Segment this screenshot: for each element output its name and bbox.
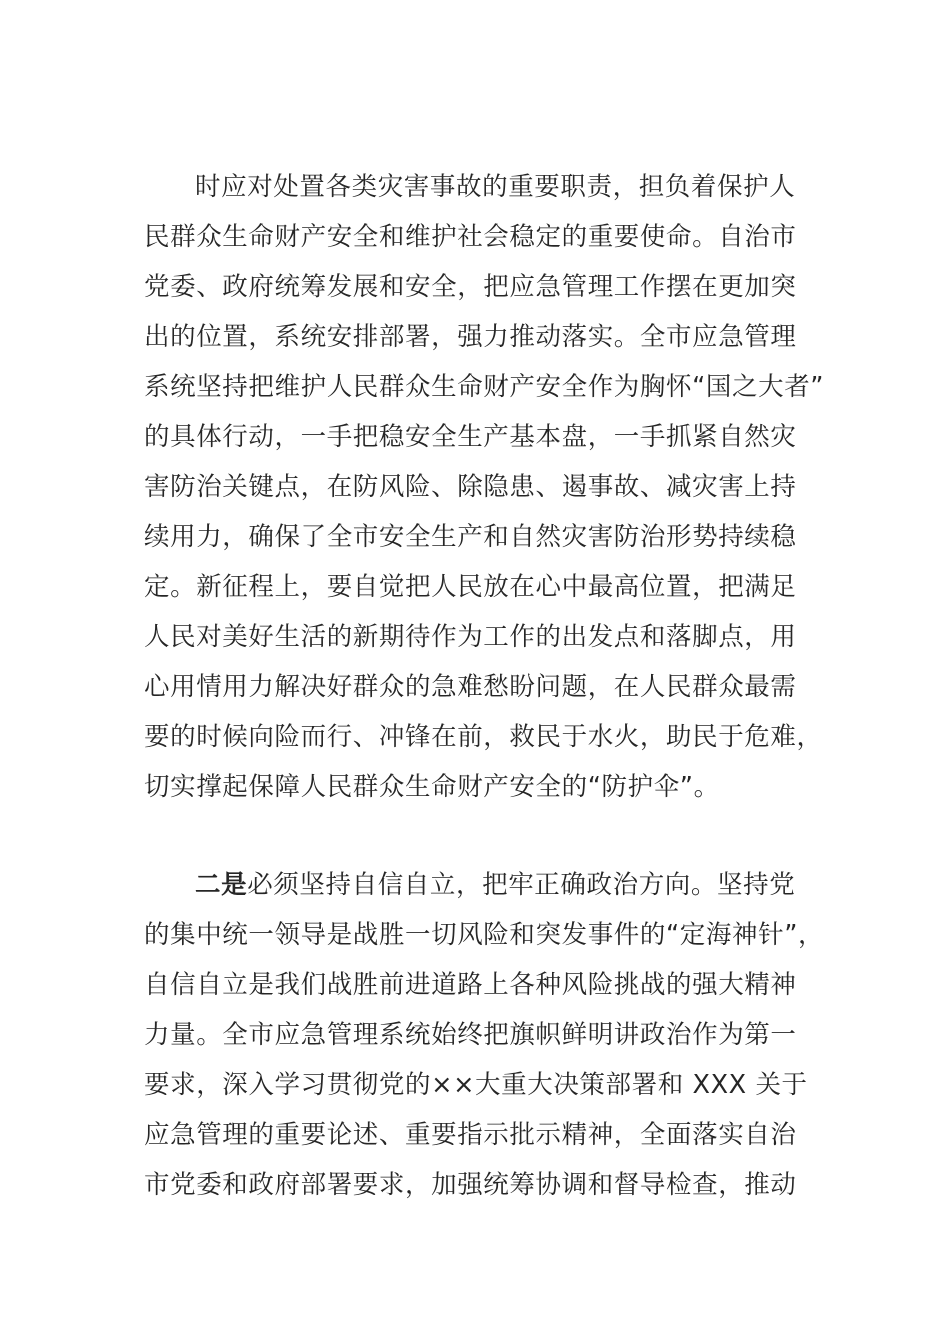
paragraph-line: 出的位置，系统安排部署，强力推动落实。全市应急管理 xyxy=(144,322,797,352)
paragraph-line: 系统坚持把维护人民群众生命财产安全作为胸怀“国之大者” xyxy=(144,372,825,402)
paragraph-first-line xyxy=(144,860,808,910)
paragraph-line: 民群众生命财产安全和维护社会稳定的重要使命。自治市 xyxy=(144,222,797,252)
paragraph-line: 党委、政府统筹发展和安全，把应急管理工作摆在更加突 xyxy=(144,272,797,302)
paragraph-line: 切实撑起保障人民群众生命财产安全的“防护伞”。 xyxy=(144,772,720,802)
paragraph-line: 市党委和政府部署要求，加强统筹协调和督导检查，推动 xyxy=(144,1170,797,1200)
paragraph-line: 害防治关键点，在防风险、除隐患、遏事故、减灾害上持 xyxy=(144,472,797,502)
paragraph-line: 要的时候向险而行、冲锋在前，救民于水火，助民于危难， xyxy=(144,722,823,752)
paragraph-line: 定。新征程上，要自觉把人民放在心中最高位置，把满足 xyxy=(144,572,797,602)
paragraph-2 xyxy=(144,860,825,1210)
paragraph-line: 要求，深入学习贯彻党的××大重大决策部署和 XXX 关于 xyxy=(144,1070,808,1100)
paragraph-spacer xyxy=(144,812,808,860)
paragraph-1 xyxy=(144,162,825,812)
paragraph-line: 自信自立是我们战胜前进道路上各种风险挑战的强大精神 xyxy=(144,970,797,1000)
paragraph-line: 人民对美好生活的新期待作为工作的出发点和落脚点，用 xyxy=(144,622,797,652)
paragraph-line: 时应对处置各类灾害事故的重要职责，担负着保护人 xyxy=(195,172,796,202)
paragraph-line: 心用情用力解决好群众的急难愁盼问题，在人民群众最需 xyxy=(144,672,797,702)
paragraph-line: 的集中统一领导是战胜一切风险和突发事件的“定海神针”， xyxy=(144,920,825,950)
paragraph-line: 应急管理的重要论述、重要指示批示精神，全面落实自治 xyxy=(144,1120,797,1150)
paragraph-line: 力量。全市应急管理系统始终把旗帜鲜明讲政治作为第一 xyxy=(144,1020,797,1050)
paragraph-first-line-text: 必须坚持自信自立，把牢正确政治方向。坚持党 xyxy=(247,870,796,900)
paragraph-lead-bold: 二是 xyxy=(195,870,248,900)
paragraph-line: 的具体行动，一手把稳安全生产基本盘，一手抓紧自然灾 xyxy=(144,422,797,452)
document-body xyxy=(144,162,825,1210)
paragraph-line: 续用力，确保了全市安全生产和自然灾害防治形势持续稳 xyxy=(144,522,797,552)
